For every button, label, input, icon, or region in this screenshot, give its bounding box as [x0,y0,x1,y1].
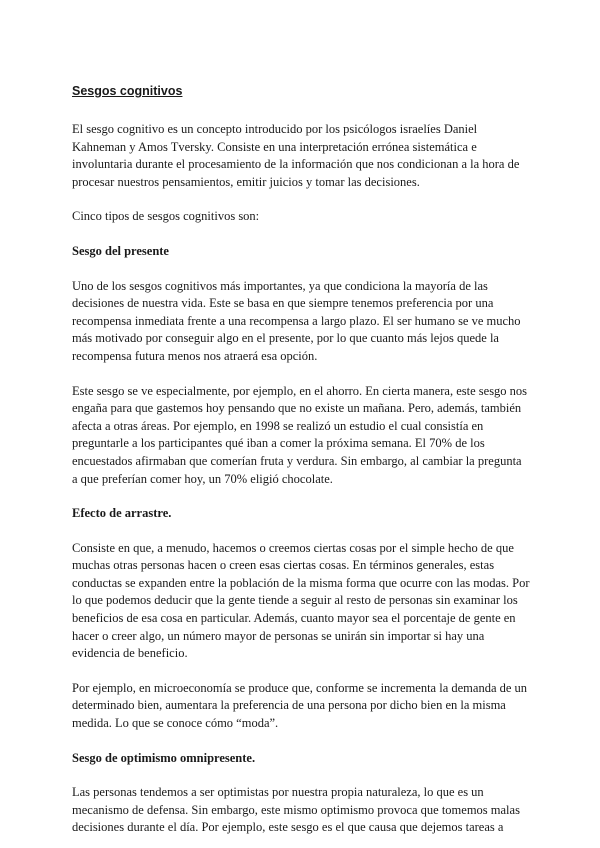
list-intro: Cinco tipos de sesgos cognitivos son: [72,209,260,224]
section-paragraph: Este sesgo se ve especialmente, por ejemplo, en el ahorro. En cierta manera, este sesgo nos engaña para que gastemos hoy pensando que no existe un mañana. Pero, además, también afecta a otras áreas. Por ejemplo, en 1998 se realizó un estudio el cual consistía en preguntarle a los participantes qué iban a comer la próxima semana. El 70% de los encuestados afirmaban que comerían fruta y verdura. Sin embargo, al cambiar la pregunta a que preferían comer hoy, un 70% eligió chocolate. [72,383,528,486]
section-heading-sesgo-presente: Sesgo del presente [72,243,169,258]
section-paragraph: Por ejemplo, en microeconomía se produce que, conforme se incrementa la demanda de un determinado bien, aumentara la preferencia de una persona por dicho bien en la misma medida. Lo que se conoce cómo “moda”. [72,680,528,731]
section-paragraph: Las personas tendemos a ser optimistas por nuestra propia naturaleza, lo que es un mecanismo de defensa. Sin embargo, este mismo optimismo provoca que tomemos malas decisiones durante el día. Por ejemplo, este sesgo es el que causa que dejemos tareas a [72,785,520,835]
section-heading-efecto-arrastre: Efecto de arrastre. [72,506,172,521]
section-paragraph: Uno de los sesgos cognitivos más importantes, ya que condiciona la mayoría de las decisiones de nuestra vida. Este se basa en que siempre tenemos preferencia por una recompensa inmediata frente a una recompensa a largo plazo. El ser humano se ve mucho más motivado por conseguir algo en el presente, por lo que cuanto más lejos quede la recompensa futura menos nos atraerá esa opción. [72,278,521,363]
section-heading-optimismo: Sesgo de optimismo omnipresente. [72,750,256,765]
document-title: Sesgos cognitivos [72,84,183,98]
intro-paragraph: El sesgo cognitivo es un concepto introducido por los psicólogos israelíes Daniel Kahneman y Amos Tversky. Consiste en una interpretación errónea sistemática e involuntaria durante el procesamiento de la información que nos condicionan a la hora de procesar nuestros pensamientos, emitir juicios y tomar las decisiones. [72,122,520,189]
section-paragraph: Consiste en que, a menudo, hacemos o creemos ciertas cosas por el simple hecho de que muchas otras personas hacen o creen esas ciertas cosas. En términos generales, estas conductas se expanden entre la población de la misma forma que ocurre con las modas. Por lo que podemos deducir que la gente tiende a seguir al resto de personas sin examinar los beneficios de esa cosa en particular. Además, cuanto mayor sea el porcentaje de gente en hacer o creer algo, un número mayor de personas se unirán sin importar si hay una evidencia de beneficio. [72,540,530,661]
